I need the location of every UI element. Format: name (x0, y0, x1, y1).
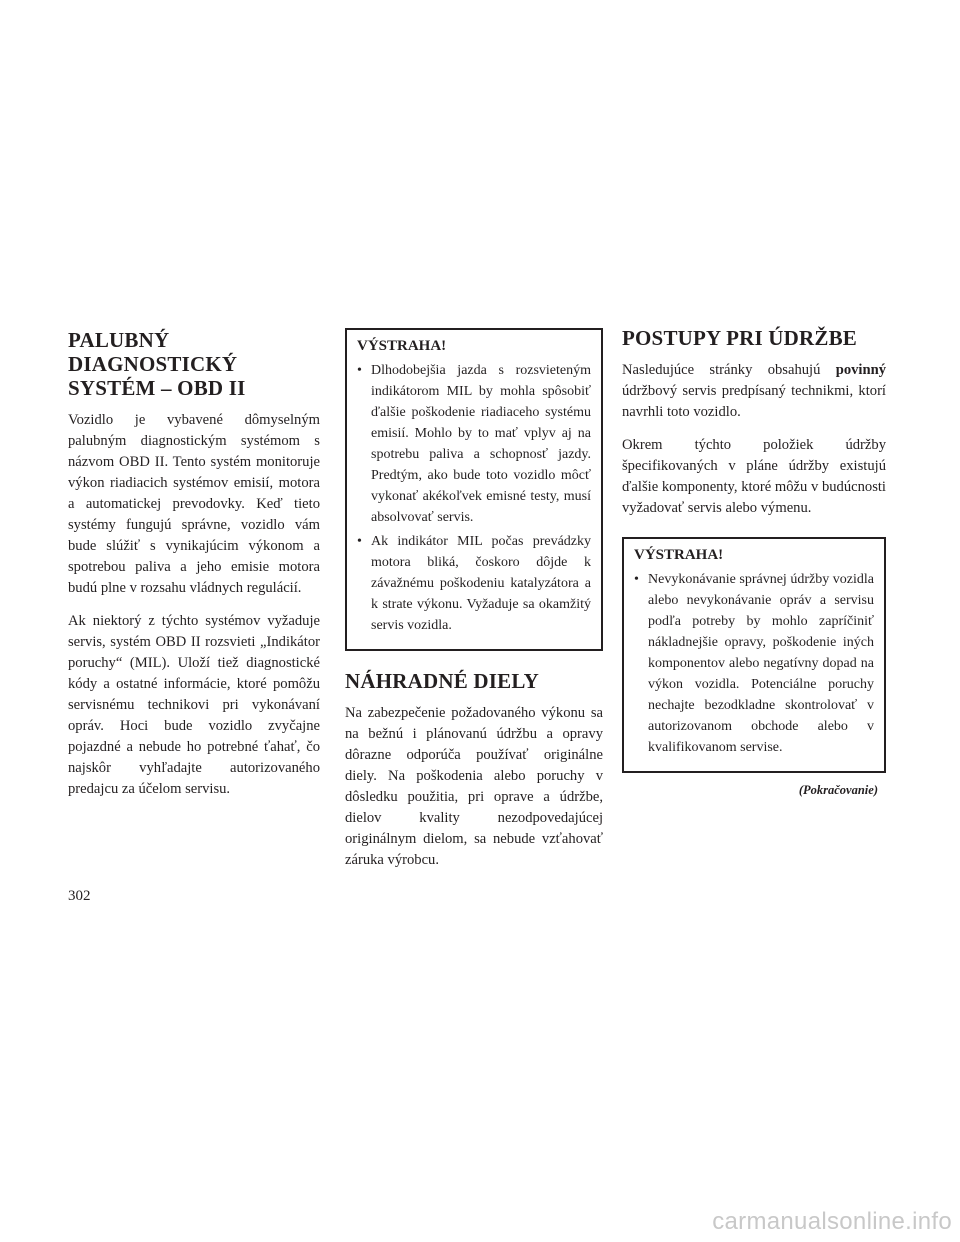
text-run: Nasledujúce stránky obsahujú (622, 362, 836, 378)
column-middle (345, 328, 603, 883)
heading-line: PALUBNÝ (68, 328, 170, 352)
warning-title: VÝSTRAHA! (634, 547, 724, 563)
paragraph (622, 360, 886, 423)
warning-text: Ak indikátor MIL počas prevádzky motora bliká, čoskoro dôjde k závažnému poškodeniu katalyzátora a k strate výkonu. Vyžaduje sa okamžitý servis vozidla. (371, 534, 591, 633)
continued-note: (Pokračovanie) (798, 783, 878, 797)
warning-title: VÝSTRAHA! (357, 338, 447, 354)
warning-item (357, 531, 591, 636)
column-right (622, 326, 886, 798)
warning-text: Dlhodobejšia jazda s rozsvieteným indikátorom MIL by mohla spôsobiť ďalšie poškodenie riadiaceho systému emisií. Mohlo by to mať vplyv aj na spotrebu paliva a schopnosť jazdy. Predtým, ako bude toto vozidlo môcť vykonať akékoľvek emisné testy, musí absolvovať servis. (371, 363, 591, 525)
warning-list (634, 569, 874, 758)
section-heading-parts: NÁHRADNÉ DIELY (345, 669, 539, 693)
bullet-icon: • (357, 534, 362, 549)
paragraph: Vozidlo je vybavené dômyselným palubným diagnostickým systémom s názvom OBD II. Tento systém monitoruje výkon riadiacich systémov emisií, motora a automatickej prevodovky. Keď tieto systémy fungujú správne, vozidlo vám bude slúžiť s vynikajúcim výkonom a spotrebou paliva a jeho emisie motora budú plne v rozsahu vládnych regulácií. (68, 412, 320, 596)
warning-item (634, 569, 874, 758)
page-number: 302 (68, 888, 91, 904)
watermark: carmanualsonline.info (712, 1208, 952, 1235)
paragraph: Ak niektorý z týchto systémov vyžaduje servis, systém OBD II rozsvieti „Indikátor poruchy“ (MIL). Uloží tiež diagnostické kódy a ostatné informácie, ktoré pomôžu servisnému technikovi pri vykonávaní opráv. Hoci bude vozidlo zvyčajne pojazdné a nebude ho potrebné ťahať, čo najskôr vyhľadajte autorizovaného predajcu za účelom servisu. (68, 613, 320, 797)
paragraph: Na zabezpečenie požadovaného výkonu sa na bežnú i plánovanú údržbu a opravy dôrazne odporúča používať originálne diely. Na poškodenia alebo poruchy v dôsledku použitia, pri oprave a údržbe, dielov kvality nezodpovedajúcej originálnym dielom, sa nebude vzťahovať záruka výrobcu. (345, 705, 603, 868)
warning-item (357, 360, 591, 528)
warning-box (622, 537, 886, 773)
warning-list (357, 360, 591, 636)
heading-line: DIAGNOSTICKÝ (68, 352, 238, 376)
column-left (68, 328, 320, 812)
bullet-icon: • (357, 363, 362, 378)
heading-line: SYSTÉM – OBD II (68, 376, 246, 400)
emphasis: povinný (835, 362, 886, 378)
warning-box (345, 328, 603, 651)
section-heading-maintenance: POSTUPY PRI ÚDRŽBE (622, 326, 858, 350)
bullet-icon: • (634, 572, 639, 587)
warning-text: Nevykonávanie správnej údržby vozidla alebo nevykonávanie opráv a servisu podľa potreby by mohlo zapríčiniť nákladnejšie opravy, poškodenie iných komponentov alebo negatívny dopad na výkon vozidla. Potenciálne poruchy nechajte bezodkladne skontrolovať v autorizovanom obchode alebo v kvalifikovanom servise. (648, 572, 874, 755)
text-run: údržbový servis predpísaný technikmi, ktorí navrhli toto vozidlo. (622, 383, 886, 420)
paragraph: Okrem týchto položiek údržby špecifikovaných v pláne údržby existujú ďalšie komponenty, ktoré môžu v budúcnosti vyžadovať servis alebo výmenu. (622, 437, 886, 516)
section-heading-obd (68, 328, 320, 400)
